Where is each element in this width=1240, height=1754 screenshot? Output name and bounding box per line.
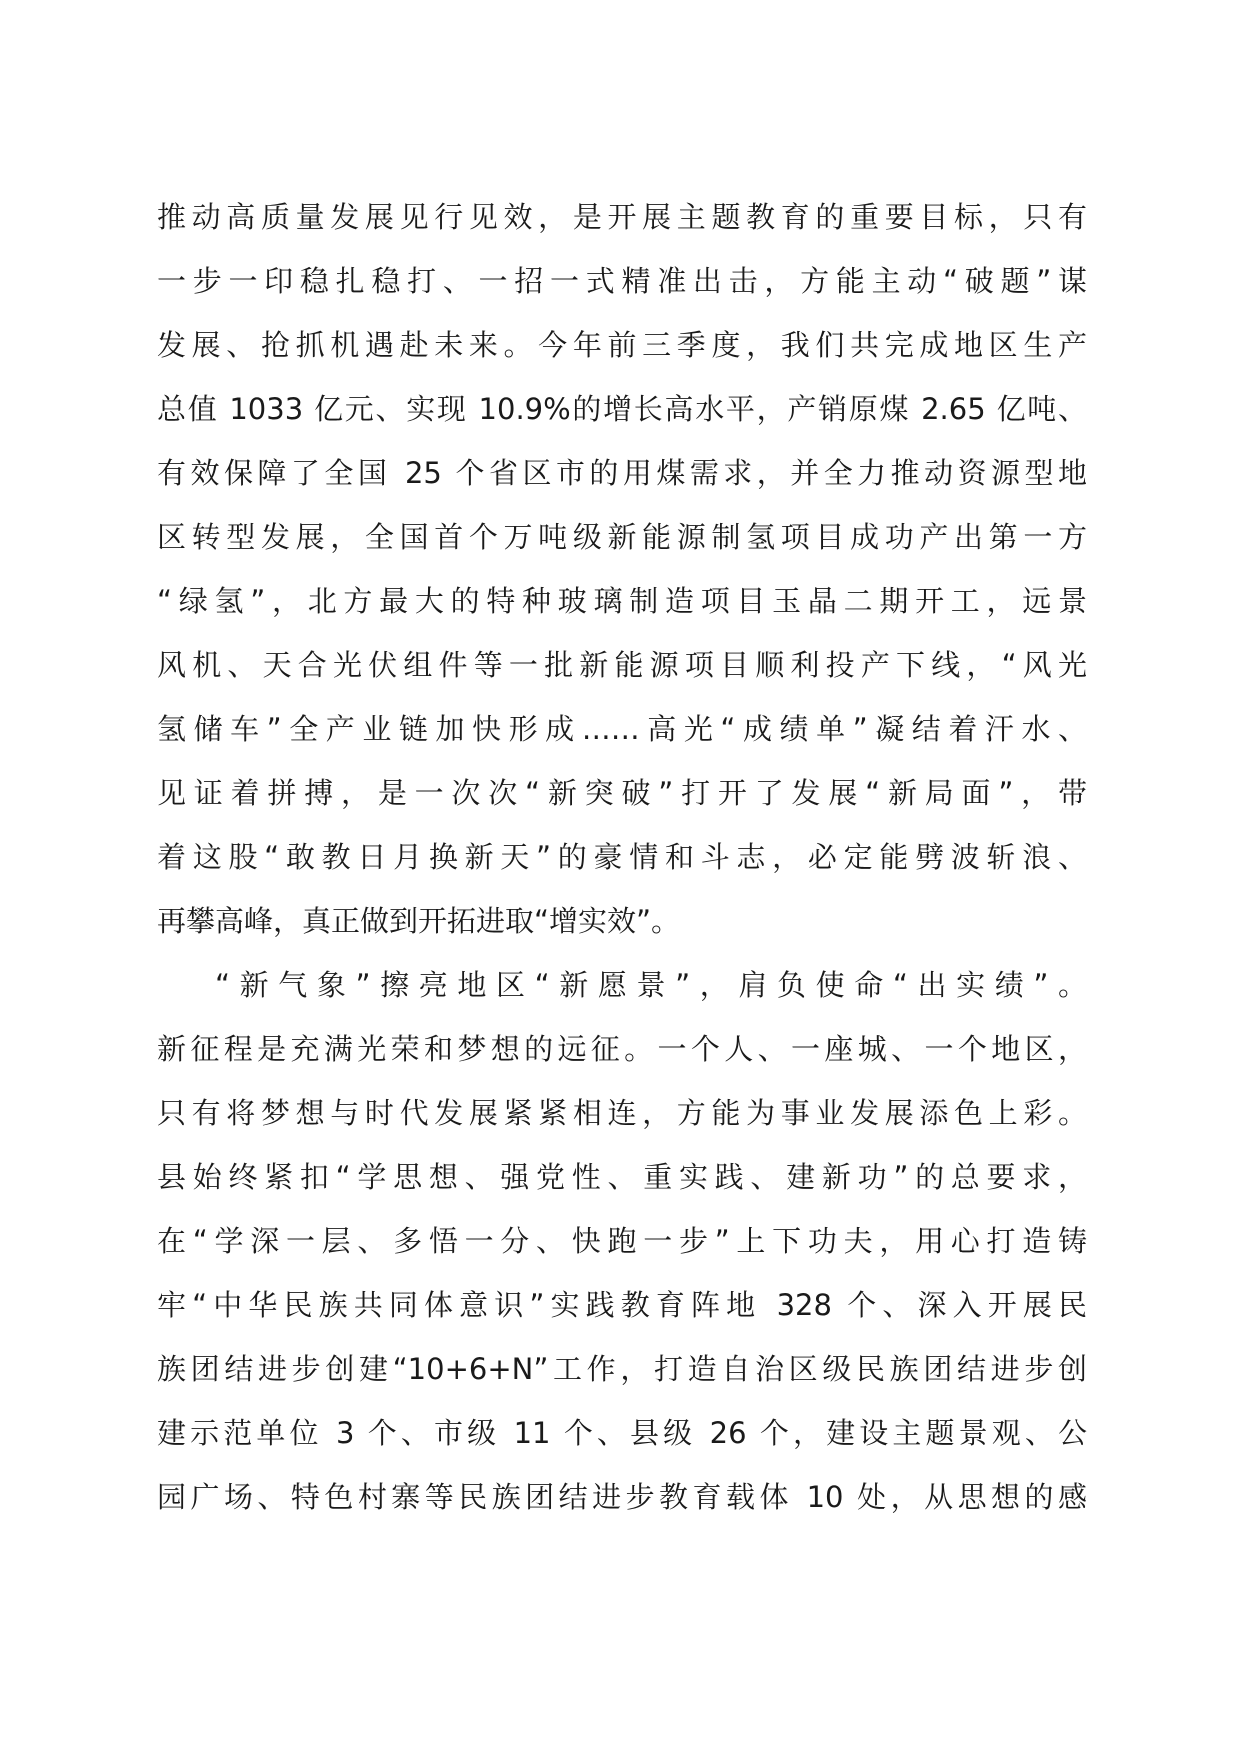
paragraph-1-line: 发展、抢抓机遇赴未来。今年前三季度，我们共完成地区生产	[157, 328, 1087, 362]
paragraph-1-line: 区转型发展，全国首个万吨级新能源制氢项目成功产出第一方	[157, 520, 1087, 554]
paragraph-1-line: 着这股“敢教日月换新天”的豪情和斗志，必定能劈波斩浪、	[157, 840, 1087, 874]
paragraph-2-line: 牢“中华民族共同体意识”实践教育阵地 328 个、深入开展民	[157, 1288, 1087, 1322]
paragraph-2-line: 族团结进步创建“10+6+N”工作，打造自治区级民族团结进步创	[157, 1352, 1087, 1386]
paragraph-1-line: 再攀高峰，真正做到开拓进取“增实效”。	[157, 904, 681, 938]
paragraph-1-line: 总值 1033 亿元、实现 10.9%的增长高水平，产销原煤 2.65 亿吨、	[157, 392, 1087, 426]
paragraph-1-line: “绿氢”，北方最大的特种玻璃制造项目玉晶二期开工，远景	[157, 584, 1087, 618]
paragraph-2-line: 县始终紧扣“学思想、强党性、重实践、建新功”的总要求，	[157, 1160, 1087, 1194]
paragraph-2-line: 园广场、特色村寨等民族团结进步教育载体 10 处，从思想的感	[157, 1480, 1087, 1514]
paragraph-1-line: 氢储车”全产业链加快形成……高光“成绩单”凝结着汗水、	[157, 712, 1087, 746]
paragraph-2-line: 在“学深一层、多悟一分、快跑一步”上下功夫，用心打造铸	[157, 1224, 1087, 1258]
paragraph-2-line: 建示范单位 3 个、市级 11 个、县级 26 个，建设主题景观、公	[157, 1416, 1087, 1450]
paragraph-1-line: 一步一印稳扎稳打、一招一式精准出击，方能主动“破题”谋	[157, 264, 1087, 298]
paragraph-1-line: 风机、天合光伏组件等一批新能源项目顺利投产下线，“风光	[157, 648, 1087, 682]
paragraph-1-line: 见证着拼搏，是一次次“新突破”打开了发展“新局面”，带	[157, 776, 1087, 810]
paragraph-1-line: 推动高质量发展见行见效，是开展主题教育的重要目标，只有	[157, 200, 1087, 234]
paragraph-2-line: 只有将梦想与时代发展紧紧相连，方能为事业发展添色上彩。	[157, 1096, 1087, 1130]
body-text	[157, 185, 1087, 1529]
paragraph-1-line: 有效保障了全国 25 个省区市的用煤需求，并全力推动资源型地	[157, 456, 1087, 490]
paragraph-2-line: 新征程是充满光荣和梦想的远征。一个人、一座城、一个地区，	[157, 1032, 1087, 1066]
paragraph-2-line: “新气象”擦亮地区“新愿景”，肩负使命“出实绩”。	[215, 968, 1087, 1002]
